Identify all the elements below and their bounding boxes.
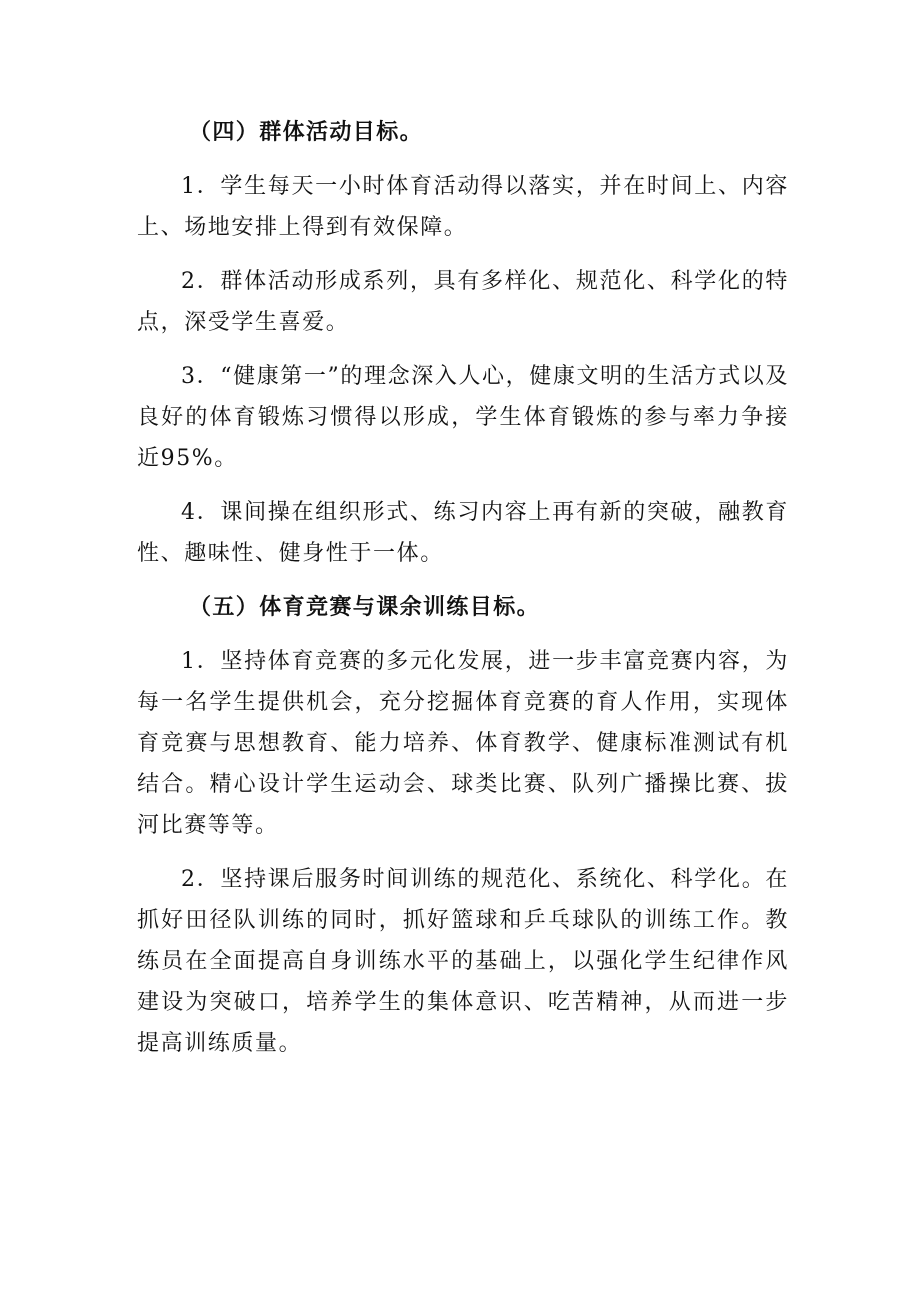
section-heading-competition-training: （五）体育竞赛与课余训练目标。 xyxy=(189,595,541,620)
paragraph-item: 2．群体活动形成系列，具有多样化、规范化、科学化的特点，深受学生喜爱。 xyxy=(137,269,789,335)
document-body xyxy=(137,112,789,1077)
paragraph-item: 1．学生每天一小时体育活动得以落实，并在时间上、内容上、场地安排上得到有效保障。 xyxy=(137,174,789,240)
paragraph-item: 1．坚持体育竞赛的多元化发展，进一步丰富竞赛内容，为每一名学生提供机会，充分挖掘体育竞赛的育人作用，实现体育竞赛与思想教育、能力培养、体育教学、健康标准测试有机结合。精心设计学生运动会、球类比赛、队列广播操比赛、拔河比赛等等。 xyxy=(137,649,789,838)
paragraph-item: 2．坚持课后服务时间训练的规范化、系统化、科学化。在抓好田径队训练的同时，抓好篮球和乒乓球队的训练工作。教练员在全面提高自身训练水平的基础上，以强化学生纪律作风建设为突破口，培养学生的集体意识、吃苦精神，从而进一步提高训练质量。 xyxy=(137,867,789,1056)
paragraph-item: 3．“健康第一”的理念深入人心，健康文明的生活方式以及良好的体育锻炼习惯得以形成，学生体育锻炼的参与率力争接近95%。 xyxy=(137,364,789,471)
section-heading-group-activity: （四）群体活动目标。 xyxy=(189,120,424,145)
paragraph-item: 4．课间操在组织形式、练习内容上再有新的突破，融教育性、趣味性、健身性于一体。 xyxy=(137,500,789,566)
